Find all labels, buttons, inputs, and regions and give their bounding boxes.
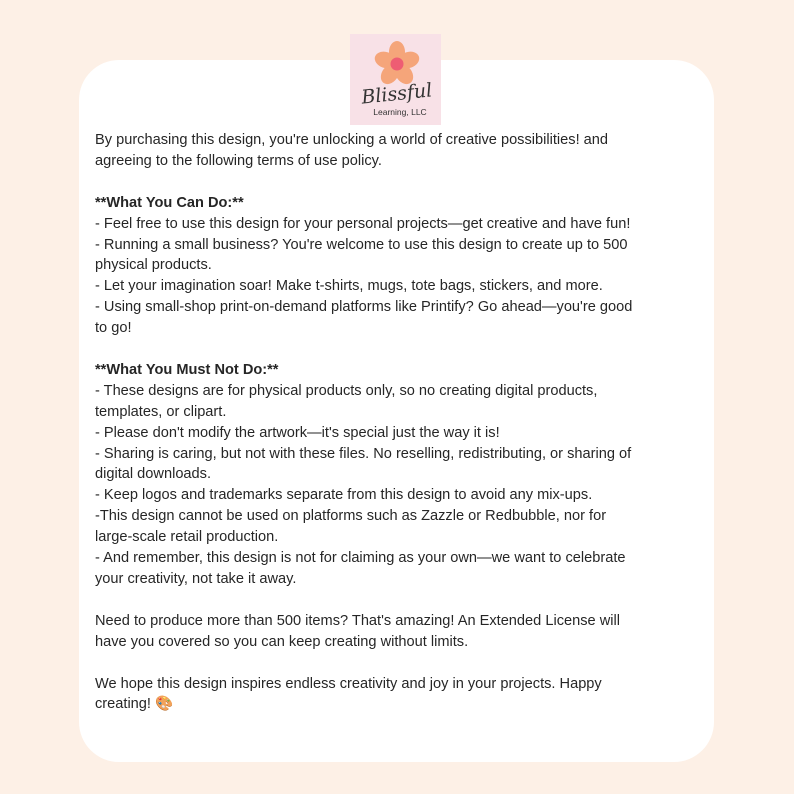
must-not-item: - Sharing is caring, but not with these files. No reselling, redistributing, or sharing of digital downloads. xyxy=(95,445,632,483)
can-do-item: - Using small-shop print-on-demand platforms like Printify? Go ahead—you're good to go! xyxy=(95,299,633,337)
brand-script-text: Blissful xyxy=(360,79,434,109)
closing-paragraph: We hope this design inspires endless creativity and joy in your projects. Happy creating! 🎨 xyxy=(95,675,602,713)
can-do-item: - Feel free to use this design for your personal projects—get creative and have fun! xyxy=(95,215,631,232)
terms-content xyxy=(95,130,700,715)
intro-paragraph: By purchasing this design, you're unlocking a world of creative possibilities! and agreeing to the following terms of use policy. xyxy=(95,132,609,169)
must-not-item: -This design cannot be used on platforms such as Zazzle or Redbubble, nor for large-scale retail production. xyxy=(95,508,607,546)
can-do-item: - Let your imagination soar! Make t-shirts, mugs, tote bags, stickers, and more. xyxy=(95,278,603,295)
extended-license-paragraph: Need to produce more than 500 items? That's amazing! An Extended License will have you covered so you can keep creating without limits. xyxy=(95,612,620,650)
can-do-item: - Running a small business? You're welcome to use this design to create up to 500 physical products. xyxy=(95,236,628,274)
must-not-item: - And remember, this design is not for claiming as your own—we want to celebrate your creativity, not take it away. xyxy=(95,550,626,587)
brand-logo xyxy=(350,34,441,125)
must-not-item: - These designs are for physical products only, so no creating digital products, templates, or clipart. xyxy=(95,382,598,420)
must-not-item: - Keep logos and trademarks separate from this design to avoid any mix-ups. xyxy=(95,487,593,504)
can-do-heading: **What You Can Do:** xyxy=(95,194,244,211)
brand-sub-text: Learning, LLC xyxy=(373,107,427,117)
flower-logo-icon xyxy=(350,34,441,125)
must-not-item: - Please don't modify the artwork—it's special just the way it is! xyxy=(95,424,500,441)
must-not-heading: **What You Must Not Do:** xyxy=(95,361,279,378)
